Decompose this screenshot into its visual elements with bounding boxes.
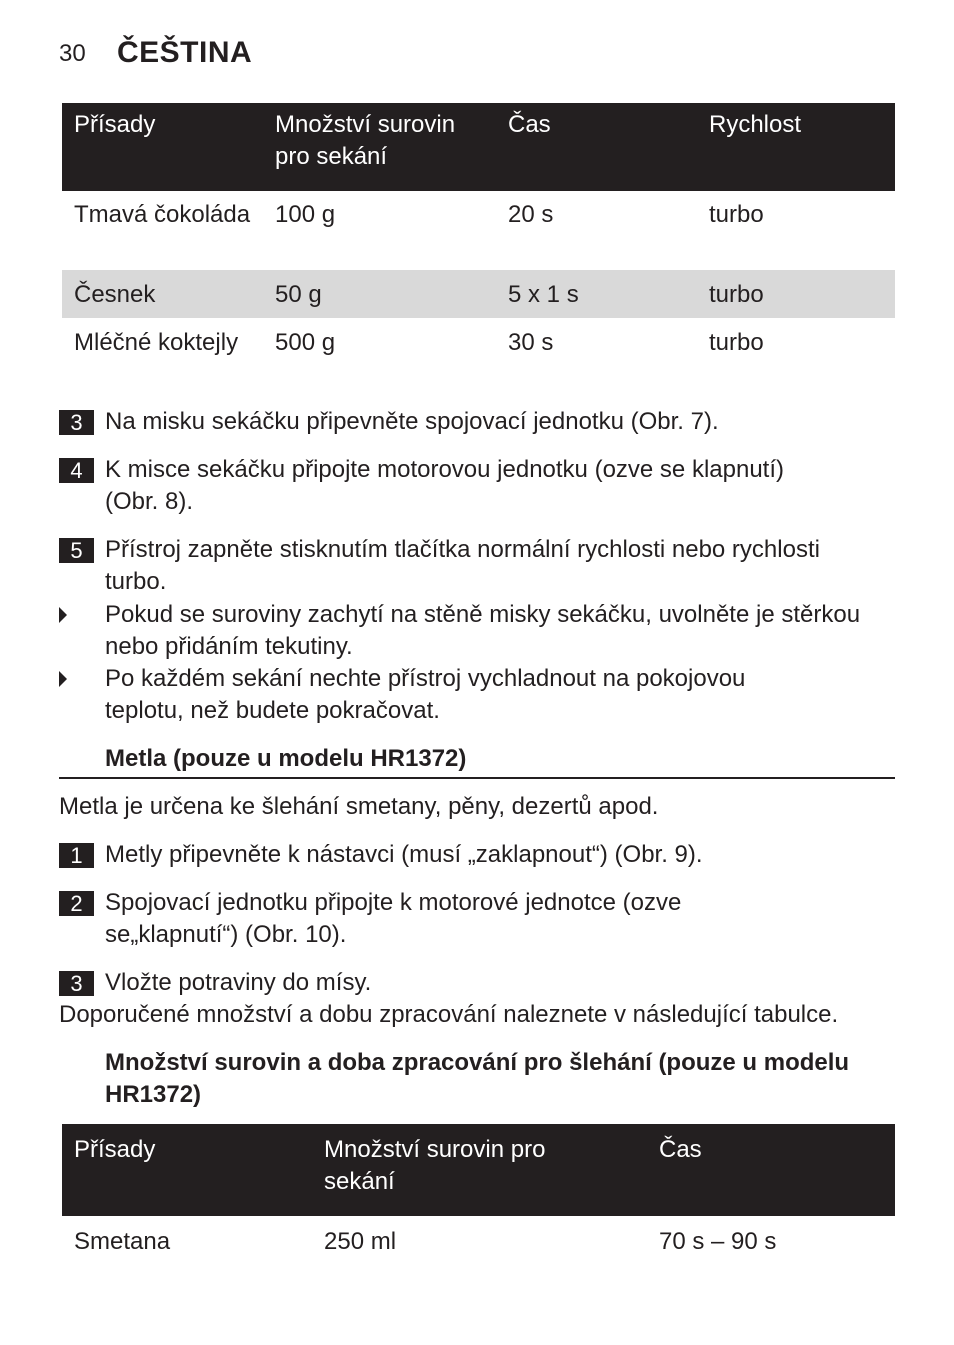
step-text: Spojovací jednotku připojte k motorové jednotce (ozve se„klapnutí“) (Obr. 10). [105, 889, 682, 948]
table-header-cell: Čas [508, 111, 551, 138]
chopping-table [62, 103, 895, 366]
step-number: 5 [59, 538, 94, 563]
table-header-row [62, 103, 895, 191]
table-cell: 30 s [508, 329, 554, 356]
table-row [62, 318, 895, 366]
table-header-cell: Množství surovin pro sekání [275, 111, 456, 170]
step-number: 3 [59, 971, 94, 996]
table-header-row [62, 1124, 895, 1216]
bullet-text: Po každém sekání nechte přístroj vychladnout na pokojovou teplotu, než budete pokračovat. [105, 665, 746, 724]
table-cell: 70 s – 90 s [659, 1228, 777, 1255]
section-intro: Metla je určena ke šlehání smetany, pěny, dezertů apod. [59, 793, 659, 820]
table-cell: 250 ml [324, 1228, 397, 1255]
bullet-text: Pokud se suroviny zachytí na stěně misky sekáčku, uvolněte je stěrkou nebo přidáním tekutiny. [105, 601, 861, 660]
bullet-marker-icon [59, 671, 67, 687]
bullet-marker-icon [59, 607, 67, 623]
note-text: Doporučené množství a dobu zpracování naleznete v následující tabulce. [59, 1001, 839, 1028]
section-heading: Metla (pouze u modelu HR1372) [105, 745, 467, 772]
table-row [62, 1216, 895, 1268]
step-text: Na misku sekáčku připevněte spojovací jednotku (Obr. 7). [105, 408, 719, 435]
table-cell: Česnek [74, 281, 156, 308]
table-cell: turbo [709, 201, 764, 228]
whipping-table [62, 1124, 895, 1268]
table-cell: turbo [709, 281, 764, 308]
table-cell: 50 g [275, 281, 322, 308]
step-number: 4 [59, 458, 94, 483]
table-header-cell: Čas [659, 1136, 702, 1163]
step-number: 3 [59, 410, 94, 435]
step-number: 2 [59, 891, 94, 916]
step-text: Metly připevněte k nástavci (musí „zaklapnout“) (Obr. 9). [105, 841, 703, 868]
table-cell: Smetana [74, 1228, 171, 1255]
section-divider [59, 777, 895, 779]
table-row [62, 191, 895, 270]
table-header-cell: Množství surovin pro sekání [324, 1136, 546, 1195]
table-cell: 100 g [275, 201, 336, 228]
step-number: 1 [59, 843, 94, 868]
step-text: Vložte potraviny do mísy. [105, 969, 372, 996]
table-cell: turbo [709, 329, 764, 356]
section-heading: Množství surovin a doba zpracování pro šlehání (pouze u modelu HR1372) [105, 1049, 850, 1108]
table-header-cell: Přísady [74, 1136, 156, 1163]
step-text: K misce sekáčku připojte motorovou jednotku (ozve se klapnutí) (Obr. 8). [105, 456, 784, 515]
table-cell: 500 g [275, 329, 336, 356]
language-title: ČEŠTINA [117, 36, 253, 69]
table-cell: Mléčné koktejly [74, 329, 239, 356]
table-header-cell: Rychlost [709, 111, 802, 138]
table-header-cell: Přísady [74, 111, 156, 138]
table-cell: 20 s [508, 201, 554, 228]
table-row [62, 270, 895, 318]
step-text: Přístroj zapněte stisknutím tlačítka normální rychlosti nebo rychlosti turbo. [105, 536, 820, 595]
table-cell: Tmavá čokoláda [74, 201, 251, 228]
table-cell: 5 x 1 s [508, 281, 579, 308]
page-number: 30 [59, 40, 86, 67]
